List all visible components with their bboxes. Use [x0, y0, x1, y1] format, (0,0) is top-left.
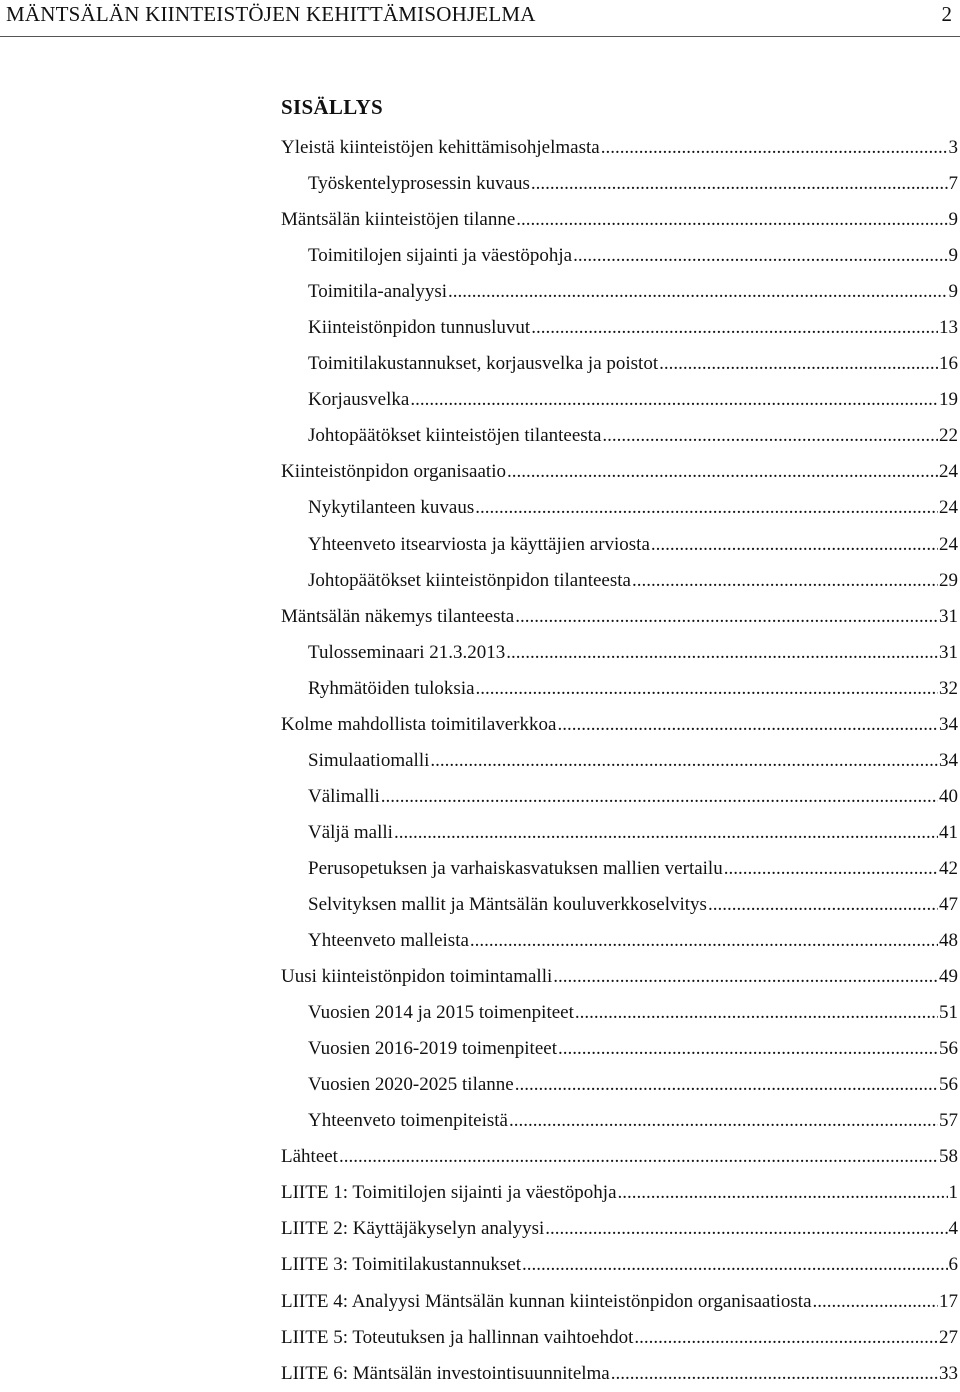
toc-entry[interactable] — [281, 1211, 958, 1247]
toc-dot-leader — [515, 599, 938, 635]
toc-heading: SISÄLLYS — [281, 95, 384, 119]
toc-entry-page: 22 — [939, 425, 958, 447]
toc-dot-leader — [506, 635, 938, 671]
toc-entry-page: 58 — [939, 1146, 958, 1168]
toc-entry-title: Kiinteistönpidon organisaatio — [281, 461, 506, 483]
toc-entry-page: 24 — [939, 461, 958, 483]
toc-entry-title: LIITE 3: Toimitilakustannukset — [281, 1254, 522, 1276]
toc-entry[interactable] — [281, 130, 958, 166]
toc-entry-page: 9 — [948, 245, 958, 267]
toc-entry[interactable] — [281, 671, 958, 707]
toc-entry[interactable] — [281, 310, 958, 346]
toc-entry[interactable] — [281, 599, 958, 635]
toc-entry-title: Tulosseminaari 21.3.2013 — [308, 641, 506, 663]
toc-dot-leader — [430, 743, 938, 779]
toc-dot-leader — [575, 995, 938, 1031]
table-of-contents — [281, 130, 958, 1392]
toc-entry-title: Johtopäätökset kiinteistöjen tilanteesta — [308, 425, 602, 447]
toc-entry[interactable] — [281, 779, 958, 815]
toc-entry-title: Perusopetuksen ja varhaiskasvatuksen mallien vertailu — [308, 857, 723, 879]
document-title: MÄNTSÄLÄN KIINTEISTÖJEN KEHITTÄMISOHJELMA — [6, 2, 536, 26]
toc-dot-leader — [516, 202, 947, 238]
toc-entry-page: 27 — [939, 1326, 958, 1348]
toc-entry-page: 32 — [939, 677, 958, 699]
toc-dot-leader — [531, 310, 938, 346]
toc-entry[interactable] — [281, 707, 958, 743]
toc-entry-page: 7 — [948, 173, 958, 195]
toc-entry[interactable] — [281, 1103, 958, 1139]
toc-entry-title: LIITE 4: Analyysi Mäntsälän kunnan kiinteistönpidon organisaatiosta — [281, 1290, 812, 1312]
toc-entry-page: 9 — [948, 209, 958, 231]
toc-dot-leader — [558, 1031, 938, 1067]
toc-entry-page: 34 — [939, 713, 958, 735]
toc-entry-title: LIITE 5: Toteutuksen ja hallinnan vaihtoehdot — [281, 1326, 634, 1348]
toc-entry[interactable] — [281, 1284, 958, 1320]
toc-dot-leader — [724, 851, 938, 887]
toc-dot-leader — [557, 707, 938, 743]
toc-entry-page: 31 — [939, 605, 958, 627]
toc-dot-leader — [602, 418, 938, 454]
toc-entry-page: 13 — [939, 317, 958, 339]
toc-entry-title: Kolme mahdollista toimitilaverkkoa — [281, 713, 557, 735]
toc-entry-title: Kiinteistönpidon tunnusluvut — [308, 317, 531, 339]
toc-entry-page: 49 — [939, 966, 958, 988]
toc-entry-page: 40 — [939, 785, 958, 807]
toc-dot-leader — [618, 1175, 948, 1211]
toc-dot-leader — [553, 959, 938, 995]
toc-dot-leader — [651, 527, 938, 563]
toc-entry-page: 24 — [939, 497, 958, 519]
toc-entry[interactable] — [281, 346, 958, 382]
toc-entry-title: Korjausvelka — [308, 389, 410, 411]
toc-entry-title: Vuosien 2014 ja 2015 toimenpiteet — [308, 1002, 574, 1024]
toc-entry[interactable] — [281, 490, 958, 526]
toc-entry[interactable] — [281, 635, 958, 671]
toc-entry-page: 3 — [948, 137, 958, 158]
toc-entry-title: Työskentelyprosessin kuvaus — [308, 173, 530, 195]
toc-entry-title: Lähteet — [281, 1146, 338, 1168]
toc-entry[interactable] — [281, 1356, 958, 1392]
toc-entry[interactable] — [281, 1139, 958, 1175]
toc-entry[interactable] — [281, 1247, 958, 1283]
toc-entry-page: 57 — [939, 1110, 958, 1132]
toc-entry-title: Yleistä kiinteistöjen kehittämisohjelmasta — [281, 137, 600, 158]
toc-entry-page: 33 — [939, 1362, 958, 1384]
toc-entry-page: 31 — [939, 641, 958, 663]
toc-dot-leader — [708, 887, 938, 923]
toc-entry-page: 1 — [948, 1182, 958, 1204]
toc-entry[interactable] — [281, 1175, 958, 1211]
toc-entry[interactable] — [281, 815, 958, 851]
toc-entry[interactable] — [281, 238, 958, 274]
page-header — [0, 0, 960, 40]
toc-dot-leader — [659, 346, 938, 382]
toc-entry[interactable] — [281, 563, 958, 599]
toc-entry[interactable] — [281, 418, 958, 454]
toc-entry-title: Yhteenveto itsearviosta ja käyttäjien arviosta — [308, 533, 650, 555]
toc-entry-title: Välimalli — [308, 785, 380, 807]
toc-entry-page: 29 — [939, 569, 958, 591]
toc-dot-leader — [507, 454, 938, 490]
toc-entry-title: LIITE 1: Toimitilojen sijainti ja väestöpohja — [281, 1182, 617, 1204]
toc-entry-title: Nykytilanteen kuvaus — [308, 497, 475, 519]
toc-entry-title: LIITE 6: Mäntsälän investointisuunnitelma — [281, 1362, 610, 1384]
toc-dot-leader — [509, 1103, 938, 1139]
toc-entry[interactable] — [281, 527, 958, 563]
toc-entry-page: 9 — [948, 281, 958, 303]
toc-dot-leader — [410, 382, 938, 418]
toc-dot-leader — [339, 1139, 938, 1175]
toc-dot-leader — [632, 563, 938, 599]
toc-dot-leader — [394, 815, 938, 851]
toc-dot-leader — [475, 490, 938, 526]
toc-entry-title: Toimitilakustannukset, korjausvelka ja poistot — [308, 353, 659, 375]
toc-dot-leader — [545, 1211, 947, 1247]
toc-entry[interactable] — [281, 454, 958, 490]
toc-entry-title: LIITE 2: Käyttäjäkyselyn analyysi — [281, 1218, 545, 1240]
toc-entry-title: Simulaatiomalli — [308, 749, 430, 771]
toc-entry-title: Mäntsälän kiinteistöjen tilanne — [281, 209, 516, 231]
toc-entry-page: 47 — [939, 893, 958, 915]
toc-dot-leader — [470, 923, 938, 959]
toc-entry[interactable] — [281, 1031, 958, 1067]
toc-dot-leader — [634, 1320, 938, 1356]
toc-dot-leader — [573, 238, 947, 274]
toc-entry[interactable] — [281, 887, 958, 923]
toc-entry-page: 16 — [939, 353, 958, 375]
toc-entry[interactable] — [281, 1067, 958, 1103]
toc-dot-leader — [476, 671, 938, 707]
toc-entry-page: 56 — [939, 1074, 958, 1096]
toc-entry-page: 42 — [939, 857, 958, 879]
toc-entry-page: 19 — [939, 389, 958, 411]
header-divider — [0, 36, 960, 37]
toc-entry-page: 17 — [939, 1290, 958, 1312]
toc-entry[interactable] — [281, 851, 958, 887]
toc-dot-leader — [531, 166, 948, 202]
toc-dot-leader — [522, 1247, 947, 1283]
toc-entry-title: Vuosien 2020-2025 tilanne — [308, 1074, 514, 1096]
toc-entry[interactable] — [281, 995, 958, 1031]
toc-entry[interactable] — [281, 166, 958, 202]
toc-entry-title: Vuosien 2016-2019 toimenpiteet — [308, 1038, 557, 1060]
toc-entry-title: Yhteenveto toimenpiteistä — [308, 1110, 508, 1132]
toc-entry[interactable] — [281, 382, 958, 418]
toc-dot-leader — [448, 274, 947, 310]
toc-entry-title: Mäntsälän näkemys tilanteesta — [281, 605, 515, 627]
toc-entry-title: Toimitila-analyysi — [308, 281, 448, 303]
toc-entry[interactable] — [281, 923, 958, 959]
toc-entry-page: 4 — [948, 1218, 958, 1240]
toc-entry[interactable] — [281, 1320, 958, 1356]
toc-entry-page: 24 — [939, 533, 958, 555]
toc-entry-page: 41 — [939, 821, 958, 843]
toc-dot-leader — [601, 130, 948, 166]
toc-dot-leader — [381, 779, 938, 815]
toc-dot-leader — [813, 1284, 938, 1320]
page-number: 2 — [941, 2, 952, 26]
toc-entry-title: Väljä malli — [308, 821, 393, 843]
toc-entry-page: 48 — [939, 930, 958, 952]
toc-entry-title: Selvityksen mallit ja Mäntsälän kouluverkkoselvitys — [308, 893, 707, 915]
toc-entry-page: 34 — [939, 749, 958, 771]
toc-dot-leader — [611, 1356, 938, 1392]
toc-entry[interactable] — [281, 743, 958, 779]
toc-entry-title: Ryhmätöiden tuloksia — [308, 677, 475, 699]
toc-entry[interactable] — [281, 274, 958, 310]
toc-entry-title: Yhteenveto malleista — [308, 930, 469, 952]
toc-entry-page: 56 — [939, 1038, 958, 1060]
toc-entry-title: Toimitilojen sijainti ja väestöpohja — [308, 245, 573, 267]
toc-entry-title: Uusi kiinteistönpidon toimintamalli — [281, 966, 553, 988]
toc-entry-page: 51 — [939, 1002, 958, 1024]
toc-dot-leader — [515, 1067, 938, 1103]
toc-entry-page: 6 — [948, 1254, 958, 1276]
toc-entry[interactable] — [281, 202, 958, 238]
toc-entry-title: Johtopäätökset kiinteistönpidon tilanteesta — [308, 569, 631, 591]
toc-entry[interactable] — [281, 959, 958, 995]
